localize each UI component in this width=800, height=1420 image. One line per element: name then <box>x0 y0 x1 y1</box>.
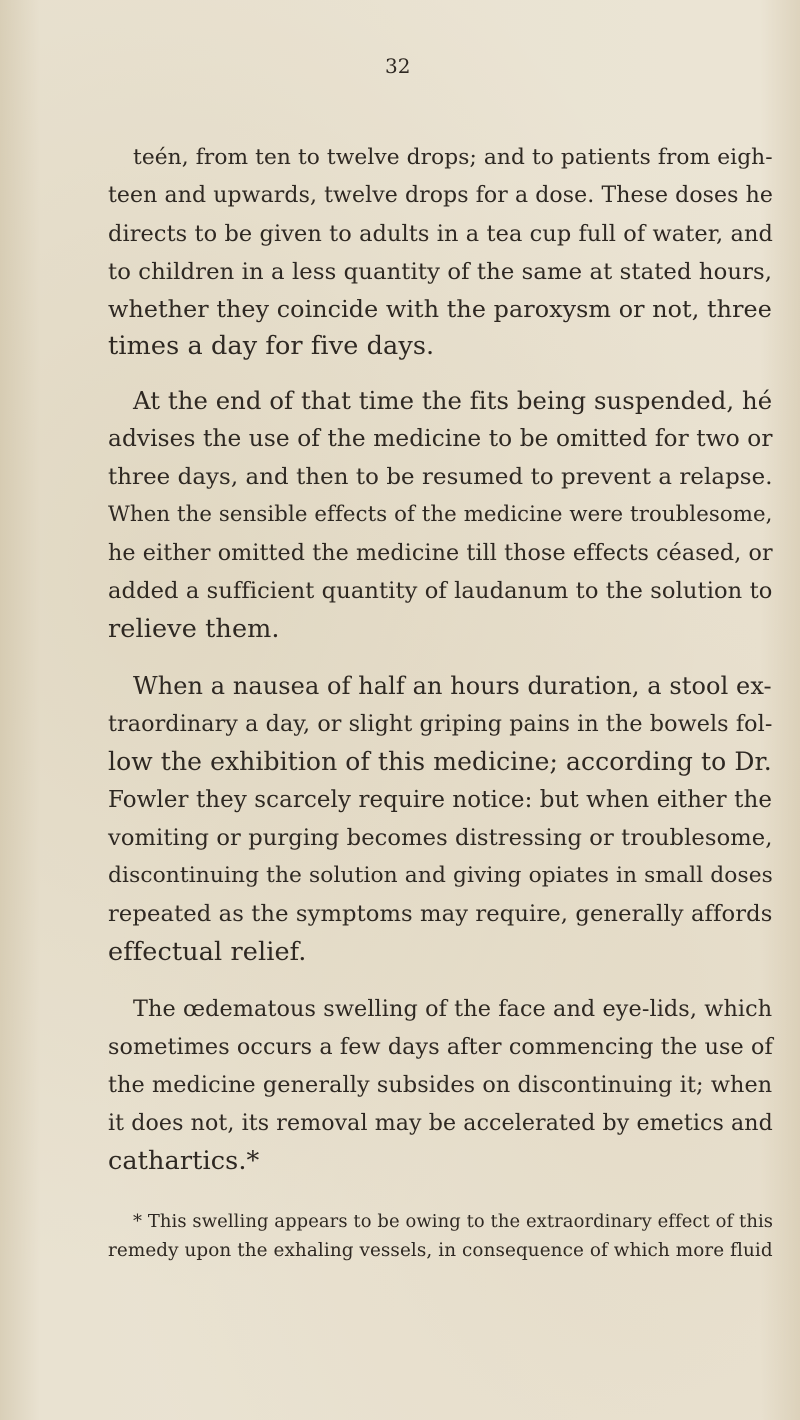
text-line: three days, and then to be resumed to prevent a relapse. <box>108 464 773 490</box>
text-line: directs to be given to adults in a tea cup full of water, and <box>108 221 773 247</box>
page-number: 32 <box>385 54 411 78</box>
text-line: vomiting or purging becomes distressing or troublesome, <box>108 825 773 851</box>
text-line: the medicine generally subsides on discontinuing it; when <box>108 1072 773 1098</box>
text-line: traordinary a day, or slight griping pains in the bowels fol- <box>108 711 773 737</box>
text-line: times a day for five days. <box>108 331 435 361</box>
text-line: added a sufficient quantity of laudanum to the solution to <box>108 578 773 604</box>
text-line: low the exhibition of this medicine; according to Dr. <box>108 747 772 776</box>
text-line: relieve them. <box>108 614 280 644</box>
text-line: teén, from ten to twelve drops; and to patients from eigh- <box>133 145 773 170</box>
text-line: whether they coincide with the paroxysm or not, three <box>108 295 772 323</box>
text-line: he either omitted the medicine till those effects céased, or <box>108 540 773 566</box>
text-line: sometimes occurs a few days after commencing the use of <box>108 1034 773 1060</box>
text-line: cathartics.* <box>108 1146 260 1176</box>
text-line: it does not, its removal may be accelerated by emetics and <box>108 1110 773 1136</box>
text-line: At the end of that time the fits being suspended, hé <box>133 386 773 415</box>
text-line: discontinuing the solution and giving opiates in small doses <box>108 863 773 888</box>
text-line: teen and upwards, twelve drops for a dose. These doses he <box>108 183 773 208</box>
footnote-line: * This swelling appears to be owing to the extraordinary effect of this <box>133 1211 774 1232</box>
text-line: to children in a less quantity of the same at stated hours, <box>108 259 773 285</box>
text-line: The œdematous swelling of the face and eye-lids, which <box>133 996 773 1022</box>
text-line: When the sensible effects of the medicine were troublesome, <box>108 502 773 527</box>
footnote-line: remedy upon the exhaling vessels, in consequence of which more fluid <box>108 1240 773 1261</box>
text-line: When a nausea of half an hours duration, a stool ex- <box>133 672 772 700</box>
text-line: advises the use of the medicine to be omitted for two or <box>108 425 773 452</box>
text-line: repeated as the symptoms may require, generally affords <box>108 901 773 927</box>
text-line: Fowler they scarcely require notice: but when either the <box>108 787 772 813</box>
text-line: effectual relief. <box>108 937 307 967</box>
